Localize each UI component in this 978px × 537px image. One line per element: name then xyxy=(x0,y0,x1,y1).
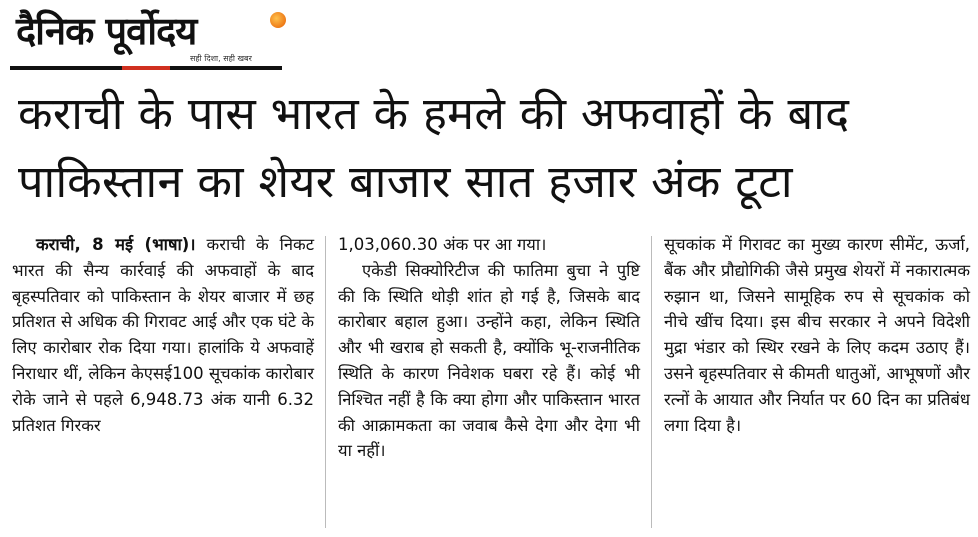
article-column-3 xyxy=(664,232,970,438)
article-column-1 xyxy=(12,232,314,438)
article-column-2 xyxy=(338,232,640,464)
newspaper-name: दैनिक पूर्वोदय xyxy=(16,9,197,53)
sun-logo-icon xyxy=(270,12,286,28)
headline-line-1: कराची के पास भारत के हमले की अफवाहों के बाद xyxy=(18,87,850,140)
column-divider xyxy=(325,236,326,528)
column-divider xyxy=(651,236,652,528)
masthead-accent-rule xyxy=(122,66,170,70)
newspaper-tagline: सही दिशा, सही खबर xyxy=(190,54,252,63)
column-1-text: कराची के निकट भारत की सैन्य कार्रवाई की अफवाहों के बाद बृहस्पतिवार को पाकिस्तान के शेयर बाजार में छह प्रतिशत से अधिक की गिरावट आई और एक घंटे के लिए कारोबार रोक दिया गया। हालांकि ये अफवाहें निराधार थीं, लेकिन केएसई100 सूचकांक कारोबार रोके जाने से पहले 6,948.73 अंक यानी 6.32 प्रतिशत गिरकर xyxy=(12,235,315,435)
column-2-text: एकेडी सिक्योरिटीज की फातिमा बुचा ने पुष्टि की कि स्थिति थोड़ी शांत हो गई है, जिसके बाद कारोबार बहाल हुआ। उन्होंने कहा, लेकिन स्थिति और भी खराब हो सकती है, क्योंकि भू-राजनीतिक स्थिति के कारण निवेशक घबरा रहे हैं। कोई भी निश्चित नहीं है कि क्या होगा और पाकिस्तान भारत की आक्रामकता का जवाब कैसे देगा और देगा भी या नहीं। xyxy=(338,260,640,461)
masthead xyxy=(12,4,292,72)
dateline: कराची, 8 मई (भाषा)। xyxy=(36,235,196,254)
column-2-lead: 1,03,060.30 अंक पर आ गया। xyxy=(338,235,547,254)
column-3-text: सूचकांक में गिरावट का मुख्य कारण सीमेंट, ऊर्जा, बैंक और प्रौद्योगिकी जैसे प्रमुख शेयरों में नकारात्मक रुझान था, जिसने सामूहिक रुप से सूचकांक को नीचे खींच दिया। इस बीच सरकार ने अपने विदेशी मुद्रा भंडार को स्थिर रखने के लिए कदम उठाए हैं। उसने बृहस्पतिवार से कीमती धातुओं, आभूषणों और रत्नों के आयात और निर्यात पर 60 दिन का प्रतिबंध लगा दिया है। xyxy=(664,235,970,435)
headline-line-2: पाकिस्तान का शेयर बाजार सात हजार अंक टूटा xyxy=(18,155,793,208)
headline xyxy=(18,80,968,216)
